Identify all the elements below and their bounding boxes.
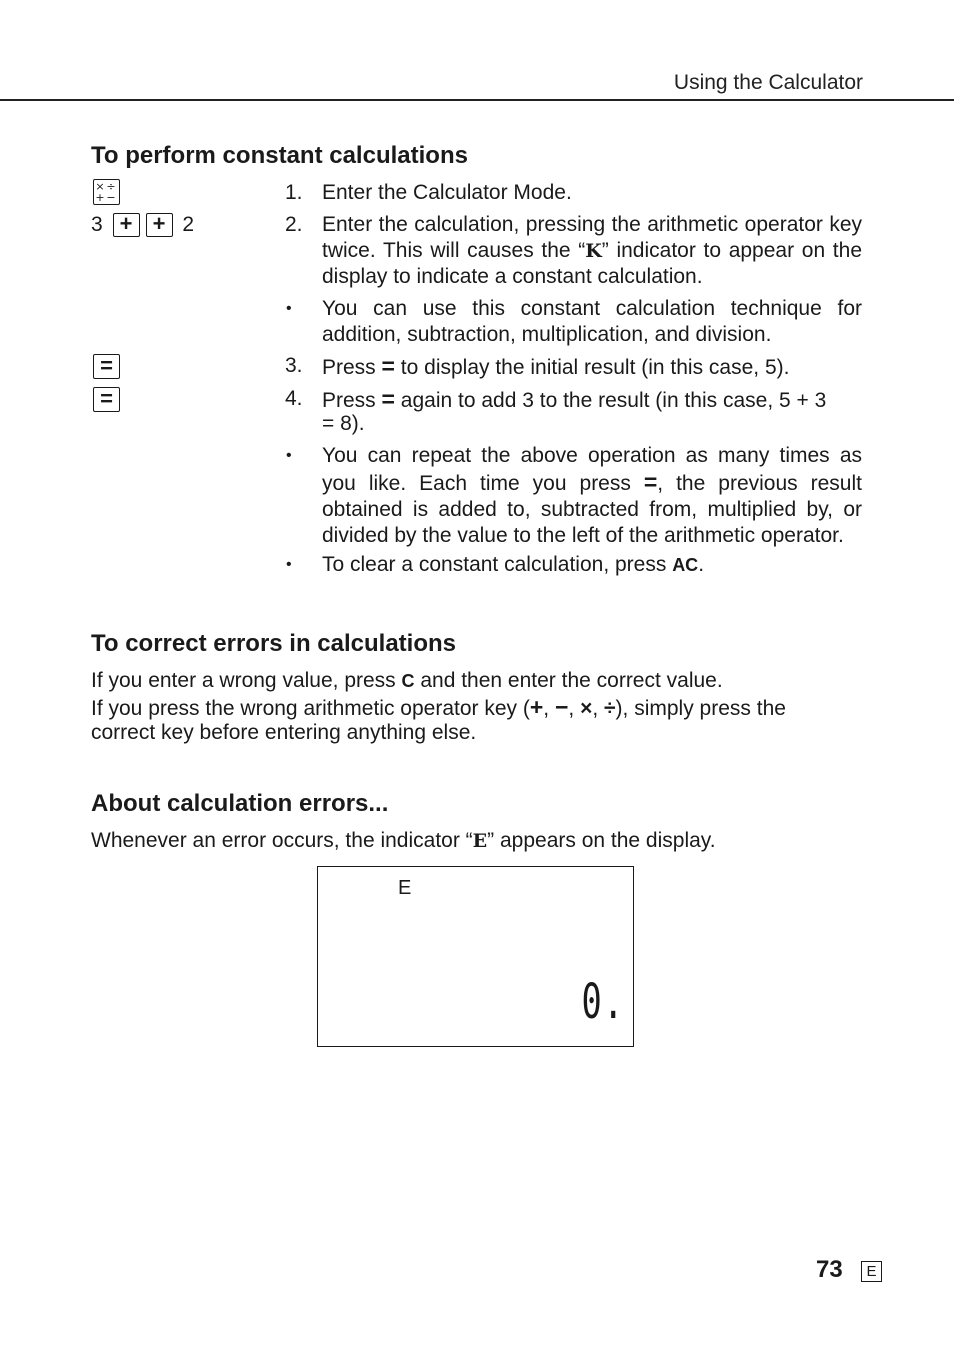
multiply-symbol: × [580, 697, 593, 720]
divide-symbol: ÷ [604, 697, 616, 720]
bullet-dot: • [286, 556, 292, 573]
correct-errors-para-1: If you enter a wrong value, press C and then enter the correct value. [91, 669, 723, 692]
bullet-2-text: You can repeat the above operation as many times as you like. Each time you press =, the previous result obtained is added to, subtracted from, multiplied by, or divided by the value to the left of the arithmetic operator. [322, 444, 862, 547]
step-1-number: 1. [285, 181, 303, 204]
step-4-number: 4. [285, 387, 303, 410]
calculator-mode-key-icon [93, 179, 120, 205]
step-2-operand-left: 3 [91, 213, 103, 236]
step-3-text: Press = to display the initial result (in this case, 5). [322, 353, 790, 379]
equals-symbol: = [381, 353, 395, 379]
plus-key-icon: + [113, 213, 140, 237]
equals-symbol: = [381, 386, 395, 412]
section-title-about-errors: About calculation errors... [91, 790, 389, 817]
language-badge: E [861, 1261, 882, 1282]
divide-glyph: ÷ [106, 180, 116, 193]
step-2-key-sequence [91, 212, 194, 238]
c-key-label: C [401, 671, 415, 691]
bullet-dot: • [286, 300, 292, 317]
ac-key-label: AC [672, 555, 699, 575]
plus-key-icon: + [146, 213, 173, 237]
equals-symbol: = [643, 469, 658, 495]
error-indicator: E [398, 877, 412, 899]
plus-glyph: + [95, 191, 105, 203]
minus-symbol: − [554, 694, 569, 720]
step-4-text-line1: Press = again to add 3 to the result (in this case, 5 + 3 [322, 386, 827, 412]
minus-glyph: − [106, 191, 116, 203]
step-1-text: Enter the Calculator Mode. [322, 181, 572, 204]
e-indicator: E [472, 830, 488, 852]
bullet-1-text: You can use this constant calculation technique for addition, subtraction, multiplication, and division. [322, 297, 862, 346]
calculator-display-illustration [317, 866, 634, 1047]
running-header: Using the Calculator [673, 71, 863, 94]
step-3-number: 3. [285, 354, 303, 377]
step-4-text-line2: = 8). [322, 412, 365, 435]
step-2-number: 2. [285, 213, 303, 236]
about-errors-text: Whenever an error occurs, the indicator “E” appears on the display. [91, 829, 716, 852]
bullet-dot: • [286, 447, 292, 464]
multiply-glyph: × [95, 180, 105, 193]
section-title-constant: To perform constant calculations [91, 142, 468, 169]
step-2-text: Enter the calculation, pressing the arithmetic operator key twice. This will causes the “K” indicator to appear on the display to indicate a constant calculation. [322, 213, 863, 288]
correct-errors-para-2-line1: If you press the wrong arithmetic operator key (+, −, ×, ÷), simply press the [91, 694, 786, 720]
k-indicator: K [585, 240, 602, 262]
section-title-correct-errors: To correct errors in calculations [91, 630, 457, 657]
plus-symbol: + [529, 694, 544, 720]
equals-key-icon: = [93, 387, 120, 412]
page-number: 73 [816, 1256, 843, 1283]
step-2-operand-right: 2 [182, 213, 195, 236]
header-rule [0, 99, 954, 101]
display-value: 0. [581, 974, 625, 1030]
correct-errors-para-2-line2: correct key before entering anything else. [91, 721, 477, 744]
equals-key-icon: = [93, 354, 120, 379]
bullet-3-text: To clear a constant calculation, press AC. [322, 553, 705, 576]
